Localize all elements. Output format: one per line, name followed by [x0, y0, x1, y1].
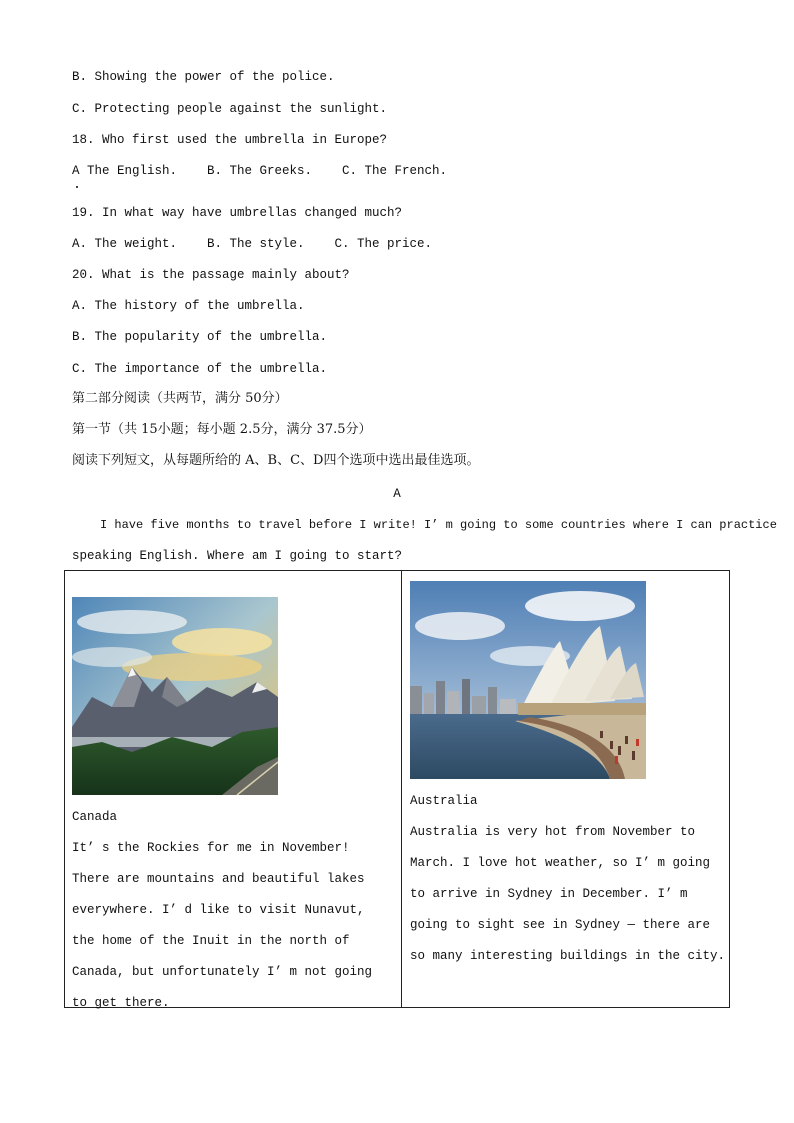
option-20-a: A. The history of the umbrella. [72, 299, 305, 313]
option-20-c: C. The importance of the umbrella. [72, 362, 328, 376]
australia-description: Australia is very hot from November to March. I love hot weather, so I’ m going to arrive in Sydney in December. I’ m going to sight see in Sydney — there are so many interesting buildings in the city. [410, 825, 726, 963]
canada-description: It’ s the Rockies for me in November! There are mountains and beautiful lakes everywhere. I’ d like to visit Nunavut, the home of the Inuit in the north of Canada, but unfortunately I’ m not going to get there. [72, 841, 373, 1010]
option-17-b: B. Showing the power of the police. [72, 70, 335, 84]
question-18-options: A The English. B. The Greeks. C. The French. [72, 164, 448, 178]
australia-title: Australia [410, 794, 478, 808]
part-title: 第二部分阅读（共两节，满分 50分） [72, 391, 288, 406]
destinations-table [64, 570, 730, 1008]
section-subtitle: 第一节（共 15小题；每小题 2.5分，满分 37.5分） [72, 422, 372, 437]
passage-intro-line-1: I have five months to travel before I write! I’ m going to some countries where I can practice [100, 518, 777, 532]
australia-cell [402, 571, 730, 1008]
canada-cell [65, 571, 402, 1008]
question-19: 19. In what way have umbrellas changed much? [72, 206, 403, 220]
sydney-opera-house-image [410, 581, 646, 779]
stray-mark [76, 186, 78, 188]
question-18: 18. Who first used the umbrella in Europe? [72, 133, 388, 147]
passage-intro-line-2: speaking English. Where am I going to start? [72, 549, 403, 563]
question-19-options: A. The weight. B. The style. C. The price. [72, 237, 433, 251]
option-20-b: B. The popularity of the umbrella. [72, 330, 328, 344]
option-17-c: C. Protecting people against the sunlight. [72, 102, 388, 116]
instruction: 阅读下列短文，从每题所给的 A、B、C、D四个选项中选出最佳选项。 [72, 453, 480, 468]
canada-title: Canada [72, 810, 118, 824]
question-20: 20. What is the passage mainly about? [72, 268, 350, 282]
canada-mountain-image [72, 597, 278, 795]
passage-label: A [393, 487, 401, 501]
